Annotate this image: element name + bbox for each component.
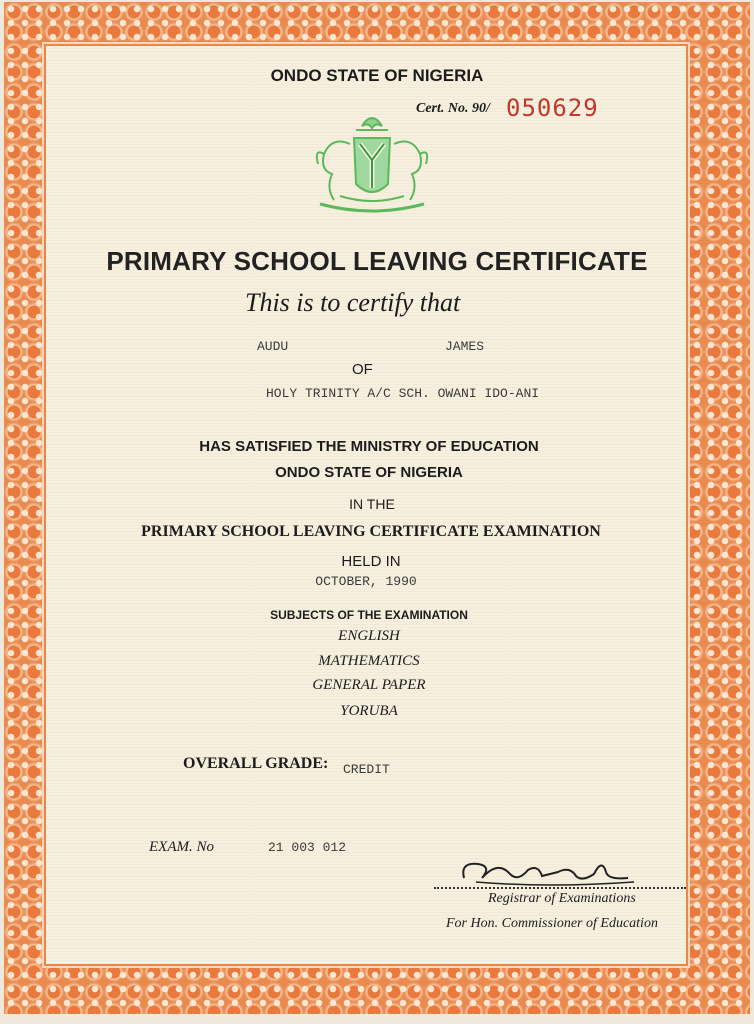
held-in-label: HELD IN bbox=[341, 553, 401, 570]
state-heading: ONDO STATE OF NIGERIA bbox=[270, 66, 484, 85]
certificate-title: PRIMARY SCHOOL LEAVING CERTIFICATE bbox=[106, 246, 648, 276]
subject-item: ENGLISH bbox=[338, 628, 400, 644]
certify-line: This is to certify that bbox=[245, 288, 461, 317]
recipient-surname: AUDU bbox=[257, 339, 289, 354]
registrar-label: Registrar of Examinations bbox=[488, 891, 636, 906]
overall-grade-value: CREDIT bbox=[343, 762, 390, 777]
school-name: HOLY TRINITY A/C SCH. OWANI IDO-ANI bbox=[266, 386, 540, 401]
cert-number: 050629 bbox=[506, 94, 599, 122]
exam-number-value: 21 003 012 bbox=[268, 840, 347, 855]
signature-line bbox=[434, 887, 686, 889]
satisfied-line-1: HAS SATISFIED THE MINISTRY OF EDUCATION bbox=[199, 438, 539, 455]
signature-icon bbox=[458, 852, 638, 888]
recipient-first-name: JAMES bbox=[445, 339, 485, 354]
exam-number-label: EXAM. No bbox=[149, 839, 214, 855]
held-date: OCTOBER, 1990 bbox=[315, 574, 417, 589]
subject-item: YORUBA bbox=[340, 703, 398, 719]
cert-label: Cert. No. 90/ bbox=[416, 101, 490, 116]
overall-grade-label: OVERALL GRADE: bbox=[183, 755, 329, 772]
subject-item: GENERAL PAPER bbox=[312, 677, 426, 693]
satisfied-line-2: ONDO STATE OF NIGERIA bbox=[275, 464, 463, 481]
subject-item: MATHEMATICS bbox=[318, 653, 420, 669]
subjects-heading: SUBJECTS OF THE EXAMINATION bbox=[270, 608, 468, 622]
in-the-label: IN THE bbox=[349, 496, 395, 512]
of-label: OF bbox=[352, 361, 373, 378]
exam-name: PRIMARY SCHOOL LEAVING CERTIFICATE EXAMINATION bbox=[141, 523, 601, 540]
commissioner-label: For Hon. Commissioner of Education bbox=[446, 916, 658, 931]
coat-of-arms-icon bbox=[310, 108, 434, 216]
